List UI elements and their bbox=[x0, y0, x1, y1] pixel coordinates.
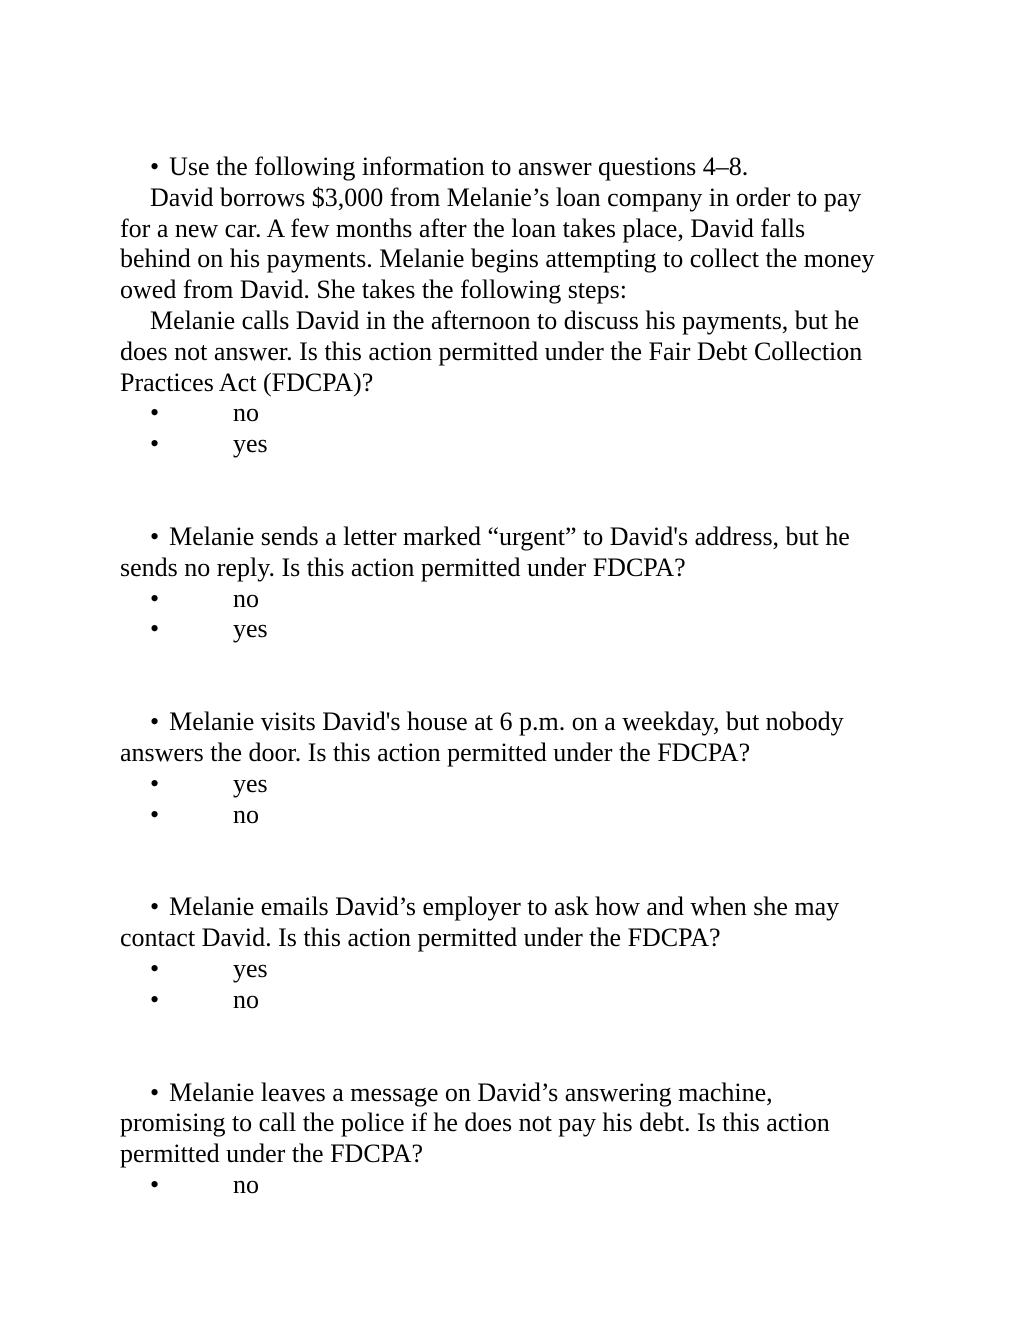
answer-option-label: yes bbox=[233, 614, 268, 644]
instruction-text: Use the following information to answer questions 4–8. bbox=[169, 152, 749, 181]
answer-option-label: no bbox=[233, 583, 259, 613]
instruction-line bbox=[120, 152, 910, 183]
question-text: answers the door. Is this action permitted under the FDCPA? bbox=[120, 737, 751, 767]
bullet-glyph: • bbox=[150, 521, 160, 551]
question-text: Practices Act (FDCPA)? bbox=[120, 367, 374, 397]
answer-option[interactable] bbox=[120, 954, 910, 985]
bullet-glyph: • bbox=[150, 984, 160, 1014]
question-block bbox=[120, 306, 910, 460]
answer-option[interactable] bbox=[120, 614, 910, 645]
answer-option-label: no bbox=[233, 799, 259, 829]
question-block bbox=[120, 1078, 910, 1201]
question-gap bbox=[120, 460, 910, 522]
question-text: promising to call the police if he does not pay his debt. Is this action bbox=[120, 1108, 830, 1138]
bullet-glyph: • bbox=[150, 152, 160, 181]
answer-option-label: yes bbox=[233, 429, 268, 459]
answer-option[interactable] bbox=[120, 985, 910, 1016]
question-text-first-line: Melanie sends a letter marked “urgent” to David's address, but he bbox=[169, 521, 850, 551]
bullet-glyph: • bbox=[150, 1077, 160, 1107]
bullet-glyph: • bbox=[150, 768, 160, 798]
answer-option[interactable] bbox=[120, 800, 910, 831]
bullet-glyph: • bbox=[150, 799, 160, 829]
question-block bbox=[120, 707, 910, 830]
scenario-line: for a new car. A few months after the loan takes place, David falls bbox=[120, 213, 806, 243]
answer-option[interactable] bbox=[120, 398, 910, 429]
question-gap bbox=[120, 830, 910, 892]
answer-option-label: no bbox=[233, 1169, 259, 1199]
question-text bbox=[120, 522, 910, 553]
answer-option-label: no bbox=[233, 398, 259, 428]
question-text: does not answer. Is this action permitted under the Fair Debt Collection bbox=[120, 336, 863, 366]
question-text-first-line: Melanie leaves a message on David’s answering machine, bbox=[169, 1077, 773, 1107]
question-text: permitted under the FDCPA? bbox=[120, 1139, 424, 1169]
question-block bbox=[120, 522, 910, 645]
question-text-first-line: Melanie emails David’s employer to ask how and when she may bbox=[169, 892, 840, 922]
scenario-line: David borrows $3,000 from Melanie’s loan company in order to pay bbox=[150, 182, 862, 212]
answer-option[interactable] bbox=[120, 584, 910, 615]
question-text bbox=[120, 707, 910, 738]
answer-option-label: no bbox=[233, 984, 259, 1014]
question-text bbox=[120, 1078, 910, 1109]
scenario-line: owed from David. She takes the following steps: bbox=[120, 275, 627, 305]
bullet-glyph: • bbox=[150, 1169, 160, 1199]
question-text-first-line: Melanie visits David's house at 6 p.m. on a weekday, but nobody bbox=[169, 707, 844, 737]
bullet-glyph: • bbox=[150, 892, 160, 922]
question-gap bbox=[120, 645, 910, 707]
question-text: sends no reply. Is this action permitted under FDCPA? bbox=[120, 552, 686, 582]
document-page bbox=[120, 152, 910, 1201]
answer-option[interactable] bbox=[120, 1170, 910, 1201]
question-text bbox=[120, 892, 910, 923]
question-block bbox=[120, 892, 910, 1015]
bullet-glyph: • bbox=[150, 953, 160, 983]
answer-option[interactable] bbox=[120, 429, 910, 460]
question-gap bbox=[120, 1016, 910, 1078]
question-text: contact David. Is this action permitted under the FDCPA? bbox=[120, 923, 721, 953]
answer-option-label: yes bbox=[233, 953, 268, 983]
answer-option-label: yes bbox=[233, 768, 268, 798]
bullet-glyph: • bbox=[150, 429, 160, 459]
bullet-glyph: • bbox=[150, 614, 160, 644]
answer-option[interactable] bbox=[120, 769, 910, 800]
bullet-glyph: • bbox=[150, 583, 160, 613]
scenario-line: behind on his payments. Melanie begins attempting to collect the money bbox=[120, 244, 875, 274]
bullet-glyph: • bbox=[150, 707, 160, 737]
question-text: Melanie calls David in the afternoon to discuss his payments, but he bbox=[150, 305, 860, 335]
bullet-glyph: • bbox=[150, 398, 160, 428]
